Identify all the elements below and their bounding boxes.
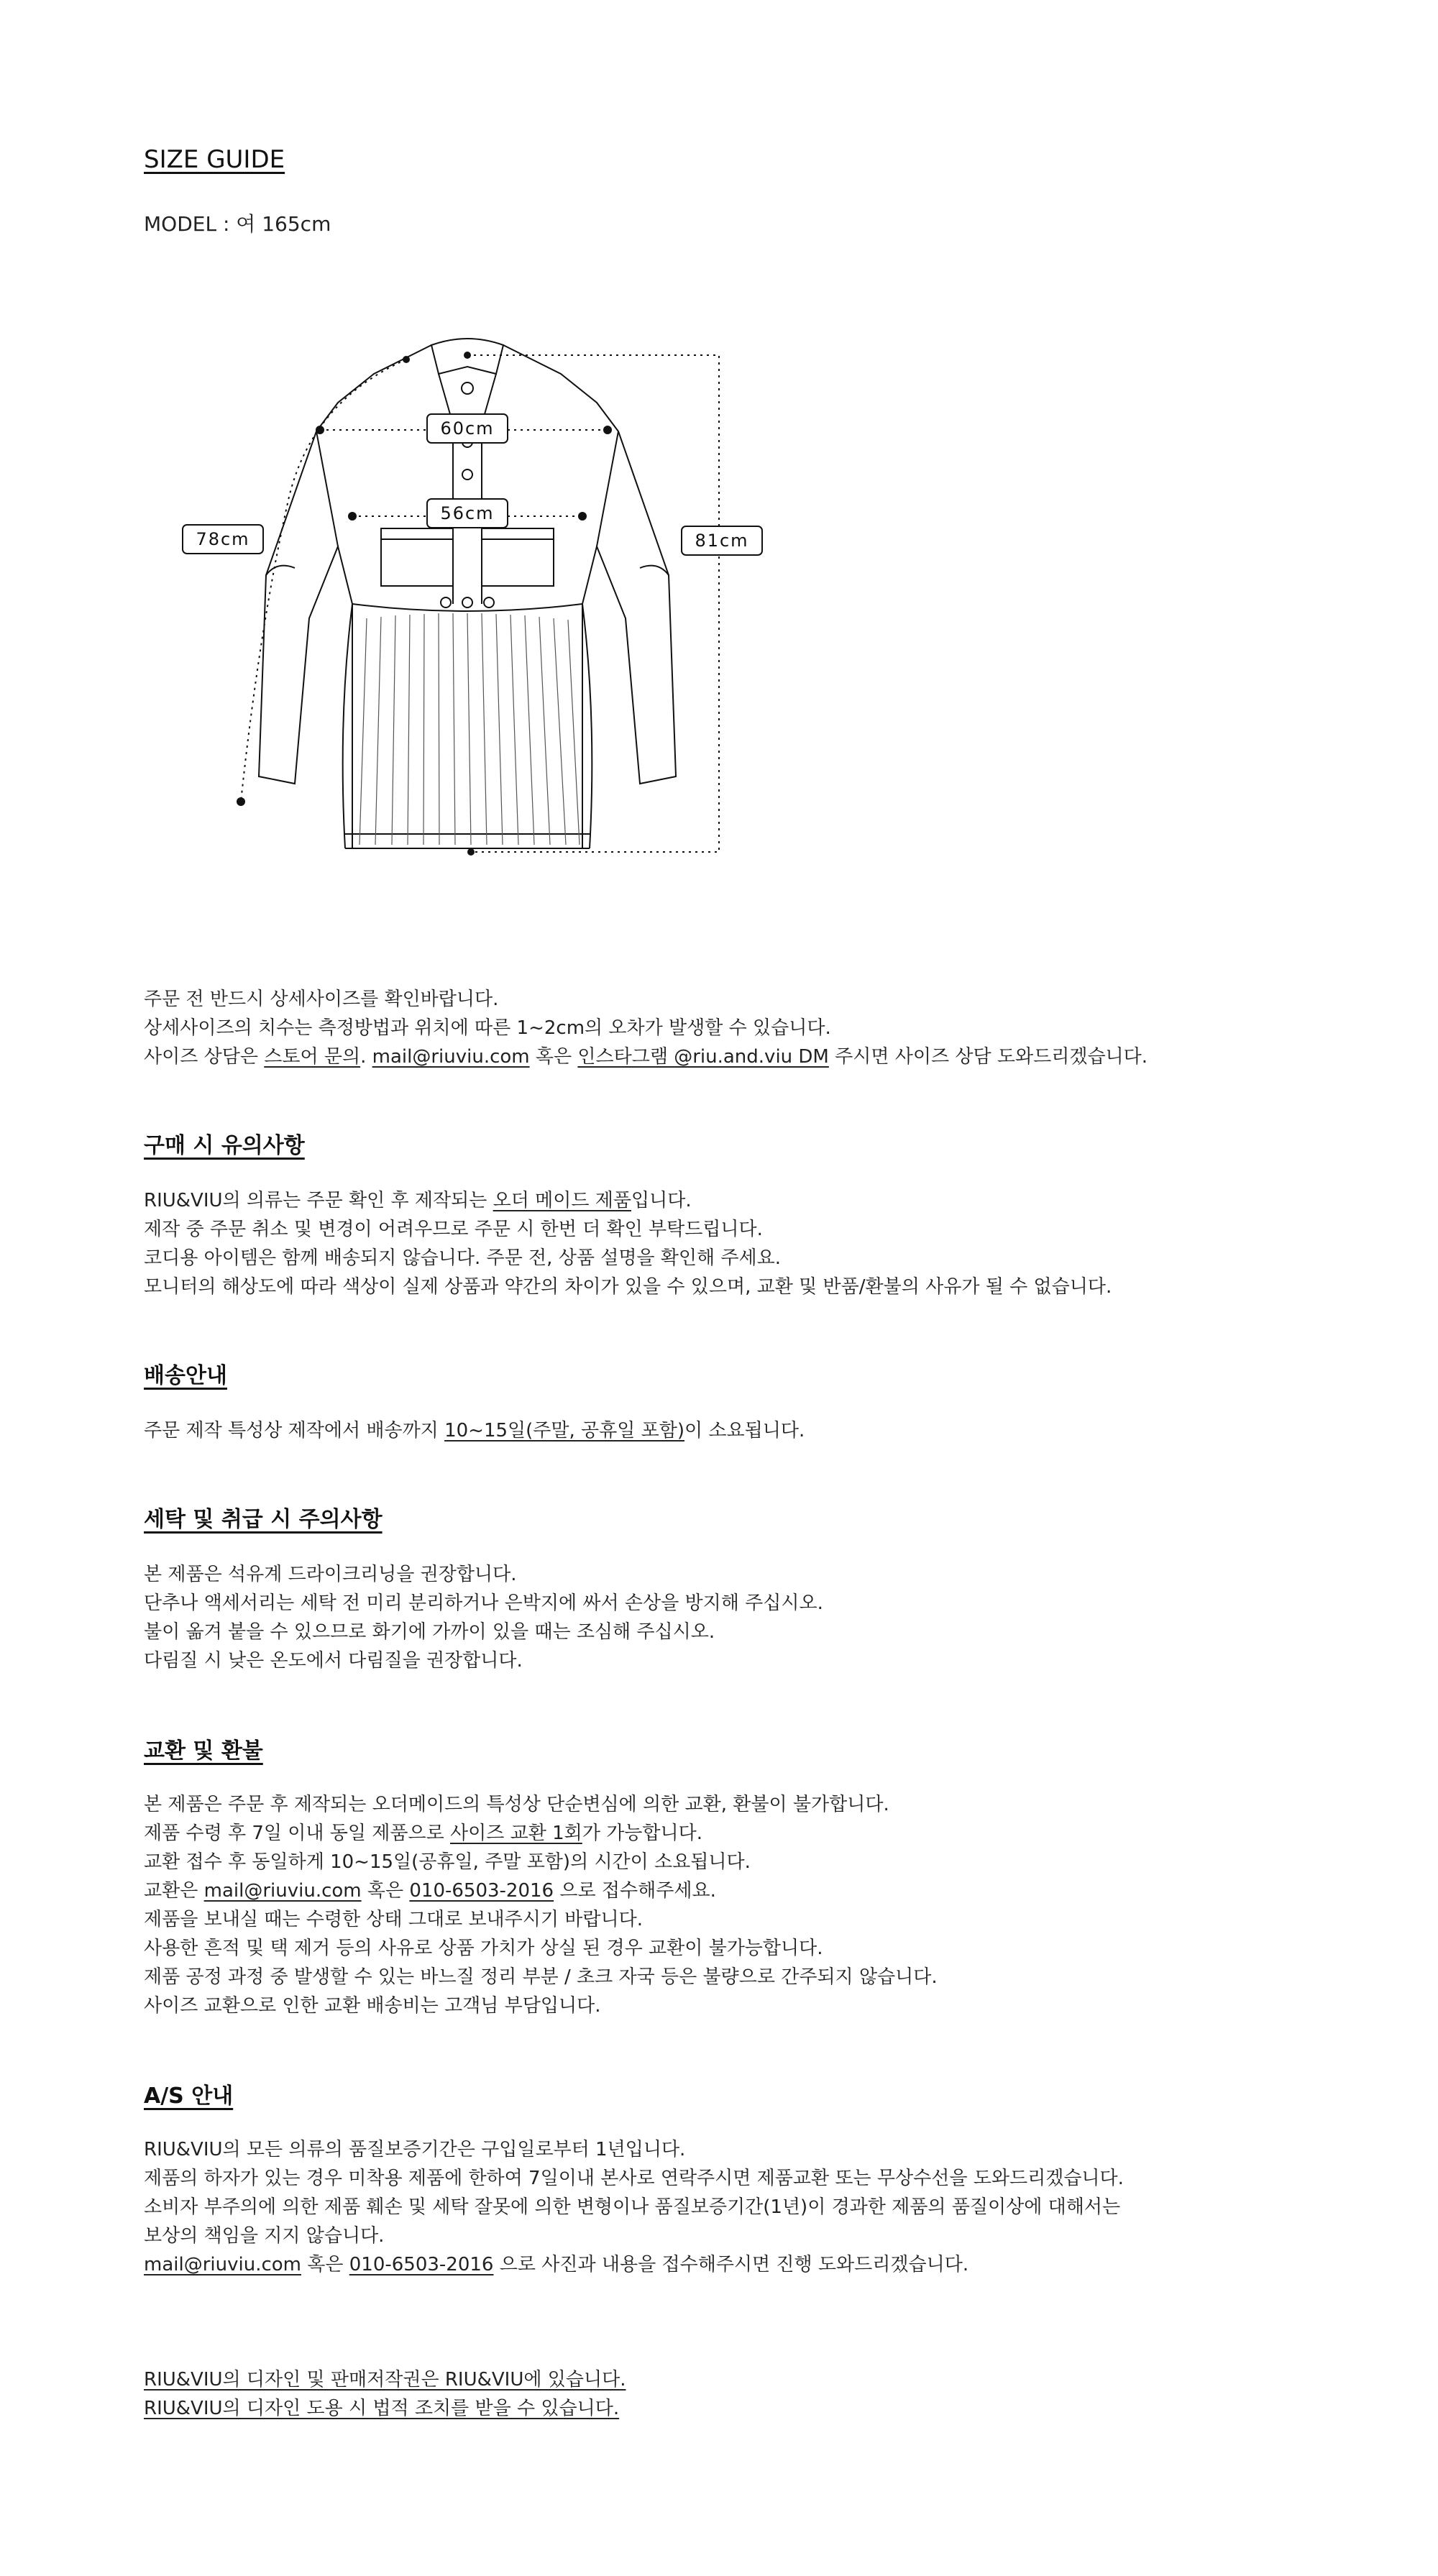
email-link[interactable]: mail@riuviu.com (372, 1046, 530, 1068)
as-heading: A/S 안내 (144, 2084, 234, 2109)
copyright-line-2: RIU&VIU의 디자인 도용 시 법적 조치를 받을 수 있습니다. (144, 2398, 620, 2419)
size-guide-title: SIZE GUIDE (144, 145, 285, 174)
exchange-note-4: 교환은 mail@riuviu.com 혹은 010-6503-2016 으로 접수해주세요. (144, 1880, 716, 1902)
sleeve-measurement-label: 78cm (196, 529, 250, 549)
garment-size-diagram (144, 316, 791, 877)
size-note-2: 상세사이즈의 치수는 측정방법과 위치에 따른 1~2cm의 오차가 발생할 수 있습니다. (144, 1017, 831, 1039)
as-note-4: 보상의 책임을 지지 않습니다. (144, 2225, 385, 2247)
as-note-1: RIU&VIU의 모든 의류의 품질보증기간은 구입일로부터 1년입니다. (144, 2139, 686, 2160)
size-note-1: 주문 전 반드시 상세사이즈를 확인바랍니다. (144, 989, 499, 1010)
exchange-note-6: 사용한 흔적 및 택 제거 등의 사유로 상품 가치가 상실 된 경우 교환이 불가능합니다. (144, 1938, 823, 1959)
care-note-3: 불이 옮겨 붙을 수 있으므로 화기에 가까이 있을 때는 조심해 주십시오. (144, 1621, 715, 1643)
exchange-note-7: 제품 공정 과정 중 발생할 수 있는 바느질 정리 부분 / 초크 자국 등은 불량으로 간주되지 않습니다. (144, 1966, 938, 1988)
as-note-3: 소비자 부주의에 의한 제품 훼손 및 세탁 잘못에 의한 변형이나 품질보증기간(1년)이 경과한 제품의 품질이상에 대해서는 (144, 2196, 1121, 2218)
care-note-1: 본 제품은 석유계 드라이크리닝을 권장합니다. (144, 1564, 517, 1585)
care-note-4: 다림질 시 낮은 온도에서 다림질을 권장합니다. (144, 1650, 523, 1672)
order-made-link[interactable]: 오더 메이드 제품 (493, 1190, 631, 1211)
care-heading: 세탁 및 취급 시 주의사항 (144, 1507, 383, 1532)
copyright-line-1: RIU&VIU의 디자인 및 판매저작권은 RIU&VIU에 있습니다. (144, 2369, 626, 2391)
purchase-heading: 구매 시 유의사항 (144, 1133, 305, 1158)
length-measurement-label: 81cm (695, 531, 749, 551)
exchange-note-1: 본 제품은 주문 후 제작되는 오더메이드의 특성상 단순변심에 의한 교환, 환불이 불가합니다. (144, 1794, 889, 1815)
shipping-heading: 배송안내 (144, 1363, 227, 1388)
exchange-note-3: 교환 접수 후 동일하게 10~15일(공휴일, 주말 포함)의 시간이 소요됩니다. (144, 1851, 751, 1873)
model-info: MODEL : 여 165cm (144, 212, 331, 236)
as-email-link[interactable]: mail@riuviu.com (144, 2254, 301, 2275)
size-note-3: 사이즈 상담은 스토어 문의. mail@riuviu.com 혹은 인스타그램 @riu.and.viu DM 주시면 사이즈 상담 도와드리겠습니다. (144, 1046, 1148, 1068)
chest-measurement-label: 60cm (440, 418, 495, 439)
as-note-2: 제품의 하자가 있는 경우 미착용 제품에 한하여 7일이내 본사로 연락주시면 제품교환 또는 무상수선을 도와드리겠습니다. (144, 2168, 1124, 2189)
exchange-phone-link[interactable]: 010-6503-2016 (409, 1880, 554, 1902)
exchange-note-2: 제품 수령 후 7일 이내 동일 제품으로 사이즈 교환 1회가 가능합니다. (144, 1823, 703, 1844)
purchase-note-3: 코디용 아이템은 함께 배송되지 않습니다. 주문 전, 상품 설명을 확인해 주세요. (144, 1247, 782, 1269)
size-notes (144, 985, 1148, 1071)
store-inquiry-link[interactable]: 스토어 문의 (264, 1046, 361, 1068)
as-note-5: mail@riuviu.com 혹은 010-6503-2016 으로 사진과 내용을 접수해주시면 진행 도와드리겠습니다. (144, 2254, 969, 2275)
shipping-period: 10~15일(주말, 공휴일 포함) (444, 1420, 685, 1441)
shipping-notes (144, 1416, 805, 1445)
exchange-note-8: 사이즈 교환으로 인한 교환 배송비는 고객님 부담입니다. (144, 1995, 601, 2017)
purchase-note-2: 제작 중 주문 취소 및 변경이 어려우므로 주문 시 한번 더 확인 부탁드립니다. (144, 1219, 763, 1240)
shipping-note-1: 주문 제작 특성상 제작에서 배송까지 10~15일(주말, 공휴일 포함)이 소요됩니다. (144, 1420, 805, 1441)
care-notes (144, 1560, 823, 1675)
care-note-2: 단추나 액세서리는 세탁 전 미리 분리하거나 은박지에 싸서 손상을 방지해 주십시오. (144, 1592, 823, 1614)
skirt-pleats (360, 613, 580, 845)
waist-measurement-label: 56cm (440, 503, 495, 523)
purchase-note-1: RIU&VIU의 의류는 주문 확인 후 제작되는 오더 메이드 제품입니다. (144, 1190, 692, 1211)
copyright-notice (144, 2365, 626, 2423)
exchange-heading: 교환 및 환불 (144, 1738, 263, 1764)
exchange-notes (144, 1790, 938, 2020)
exchange-note-5: 제품을 보내실 때는 수령한 상태 그대로 보내주시기 바랍니다. (144, 1909, 644, 1930)
instagram-dm-link[interactable]: 인스타그램 @riu.and.viu DM (577, 1046, 829, 1068)
as-notes (144, 2135, 1124, 2279)
size-exchange-once: 사이즈 교환 1회 (450, 1823, 582, 1844)
purchase-note-4: 모니터의 해상도에 따라 색상이 실제 상품과 약간의 차이가 있을 수 있으며, 교환 및 반품/환불의 사유가 될 수 없습니다. (144, 1276, 1112, 1298)
purchase-notes (144, 1186, 1112, 1301)
as-phone-link[interactable]: 010-6503-2016 (349, 2254, 494, 2275)
exchange-email-link[interactable]: mail@riuviu.com (203, 1880, 362, 1902)
